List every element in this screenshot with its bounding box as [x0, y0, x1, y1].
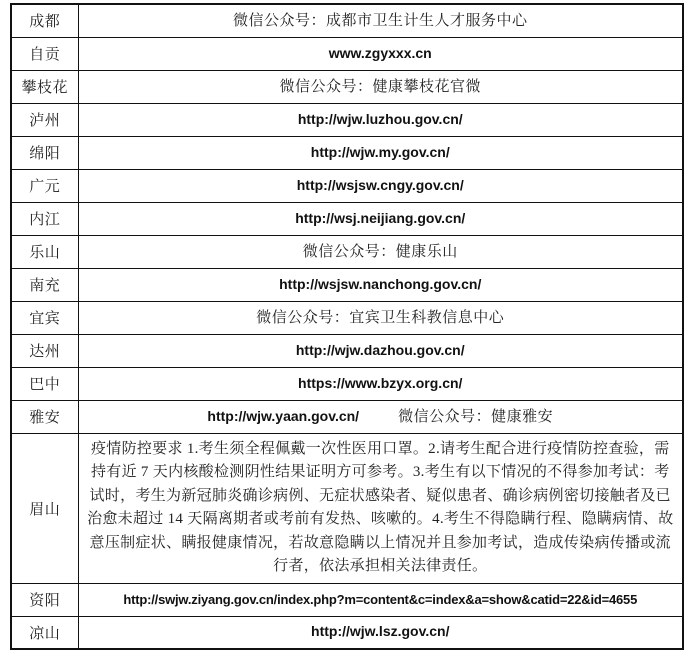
contact-cell [78, 169, 683, 202]
table-row [11, 4, 683, 37]
city-cell: 自贡 [11, 37, 78, 70]
contact-cell [78, 334, 683, 367]
url-text: http://wsjsw.cngy.gov.cn/ [296, 176, 464, 193]
city-contact-table [10, 3, 684, 650]
city-cell: 乐山 [11, 235, 78, 268]
table-row [11, 400, 683, 433]
contact-cell [78, 103, 683, 136]
contact-cell [78, 301, 683, 334]
contact-cell [78, 400, 683, 433]
contact-cell [78, 4, 683, 37]
wechat-account-text: 微信公众号：健康攀枝花官微 [279, 78, 481, 95]
table-row [11, 301, 683, 334]
wechat-account-text: 微信公众号：健康乐山 [302, 243, 458, 260]
table-row [11, 136, 683, 169]
city-cell: 巴中 [11, 367, 78, 400]
contact-cell [78, 37, 683, 70]
city-cell: 达州 [11, 334, 78, 367]
table-row [11, 268, 683, 301]
city-cell: 眉山 [11, 433, 78, 583]
table-row [11, 334, 683, 367]
contact-cell [78, 70, 683, 103]
city-cell: 资阳 [11, 583, 78, 616]
city-cell: 泸州 [11, 103, 78, 136]
city-cell: 成都 [11, 4, 78, 37]
url-text: http://wjw.luzhou.gov.cn/ [297, 110, 463, 127]
table-row [11, 103, 683, 136]
city-cell: 绵阳 [11, 136, 78, 169]
table-row [11, 235, 683, 268]
wechat-account-text: 微信公众号：健康雅安 [398, 408, 554, 425]
contact-cell [78, 136, 683, 169]
contact-cell [78, 268, 683, 301]
city-cell: 宜宾 [11, 301, 78, 334]
table-row [11, 433, 683, 583]
url-text: http://wjw.yaan.gov.cn/ [207, 407, 360, 424]
city-cell: 内江 [11, 202, 78, 235]
url-text: http://wsjsw.nanchong.gov.cn/ [279, 275, 482, 292]
url-text: www.zgyxxx.cn [328, 44, 432, 61]
url-text: http://wjw.dazhou.gov.cn/ [295, 341, 465, 358]
contact-cell [78, 235, 683, 268]
city-cell: 南充 [11, 268, 78, 301]
contact-cell [78, 616, 683, 649]
city-cell: 雅安 [11, 400, 78, 433]
contact-cell [78, 583, 683, 616]
contact-cell [78, 367, 683, 400]
wechat-account-text: 微信公众号：宜宾卫生科教信息中心 [256, 309, 505, 326]
url-text: https://www.bzyx.org.cn/ [298, 374, 463, 391]
table-row [11, 37, 683, 70]
city-cell: 攀枝花 [11, 70, 78, 103]
table-row [11, 616, 683, 649]
wechat-account-text: 疫情防控要求 1.考生须全程佩戴一次性医用口罩。2.请考生配合进行疫情防控查验，需持有近 7 天内核酸检测阴性结果证明方可参考。3.考生有以下情况的不得参加考试：考试时，考生为新冠肺炎确诊病例、无症状感染者、疑似患者、确诊病例密切接触者及已治愈未超过 14 天隔离期者或考前有发热、咳嗽的。4.考生不得隐瞒行程、隐瞒病情、故意压制症状、瞒报健康情况，若故意隐瞒以上情况并且参加考试，造成传染病传播或流行者，依法承担相关法律责任。 [87, 440, 674, 574]
url-text: http://wsj.neijiang.gov.cn/ [295, 209, 466, 226]
table-row [11, 367, 683, 400]
table-row [11, 169, 683, 202]
url-text: http://wjw.my.gov.cn/ [310, 143, 450, 160]
table-row [11, 202, 683, 235]
contact-cell [78, 202, 683, 235]
table-body [11, 4, 683, 649]
contact-cell [78, 433, 683, 583]
url-text: http://swjw.ziyang.gov.cn/index.php?m=content&c=index&a=show&catid=22&id=4655 [123, 591, 638, 607]
wechat-account-text: 微信公众号：成都市卫生计生人才服务中心 [232, 12, 528, 29]
city-cell: 凉山 [11, 616, 78, 649]
city-cell: 广元 [11, 169, 78, 202]
table-row [11, 583, 683, 616]
table-row [11, 70, 683, 103]
url-text: http://wjw.lsz.gov.cn/ [311, 623, 450, 640]
